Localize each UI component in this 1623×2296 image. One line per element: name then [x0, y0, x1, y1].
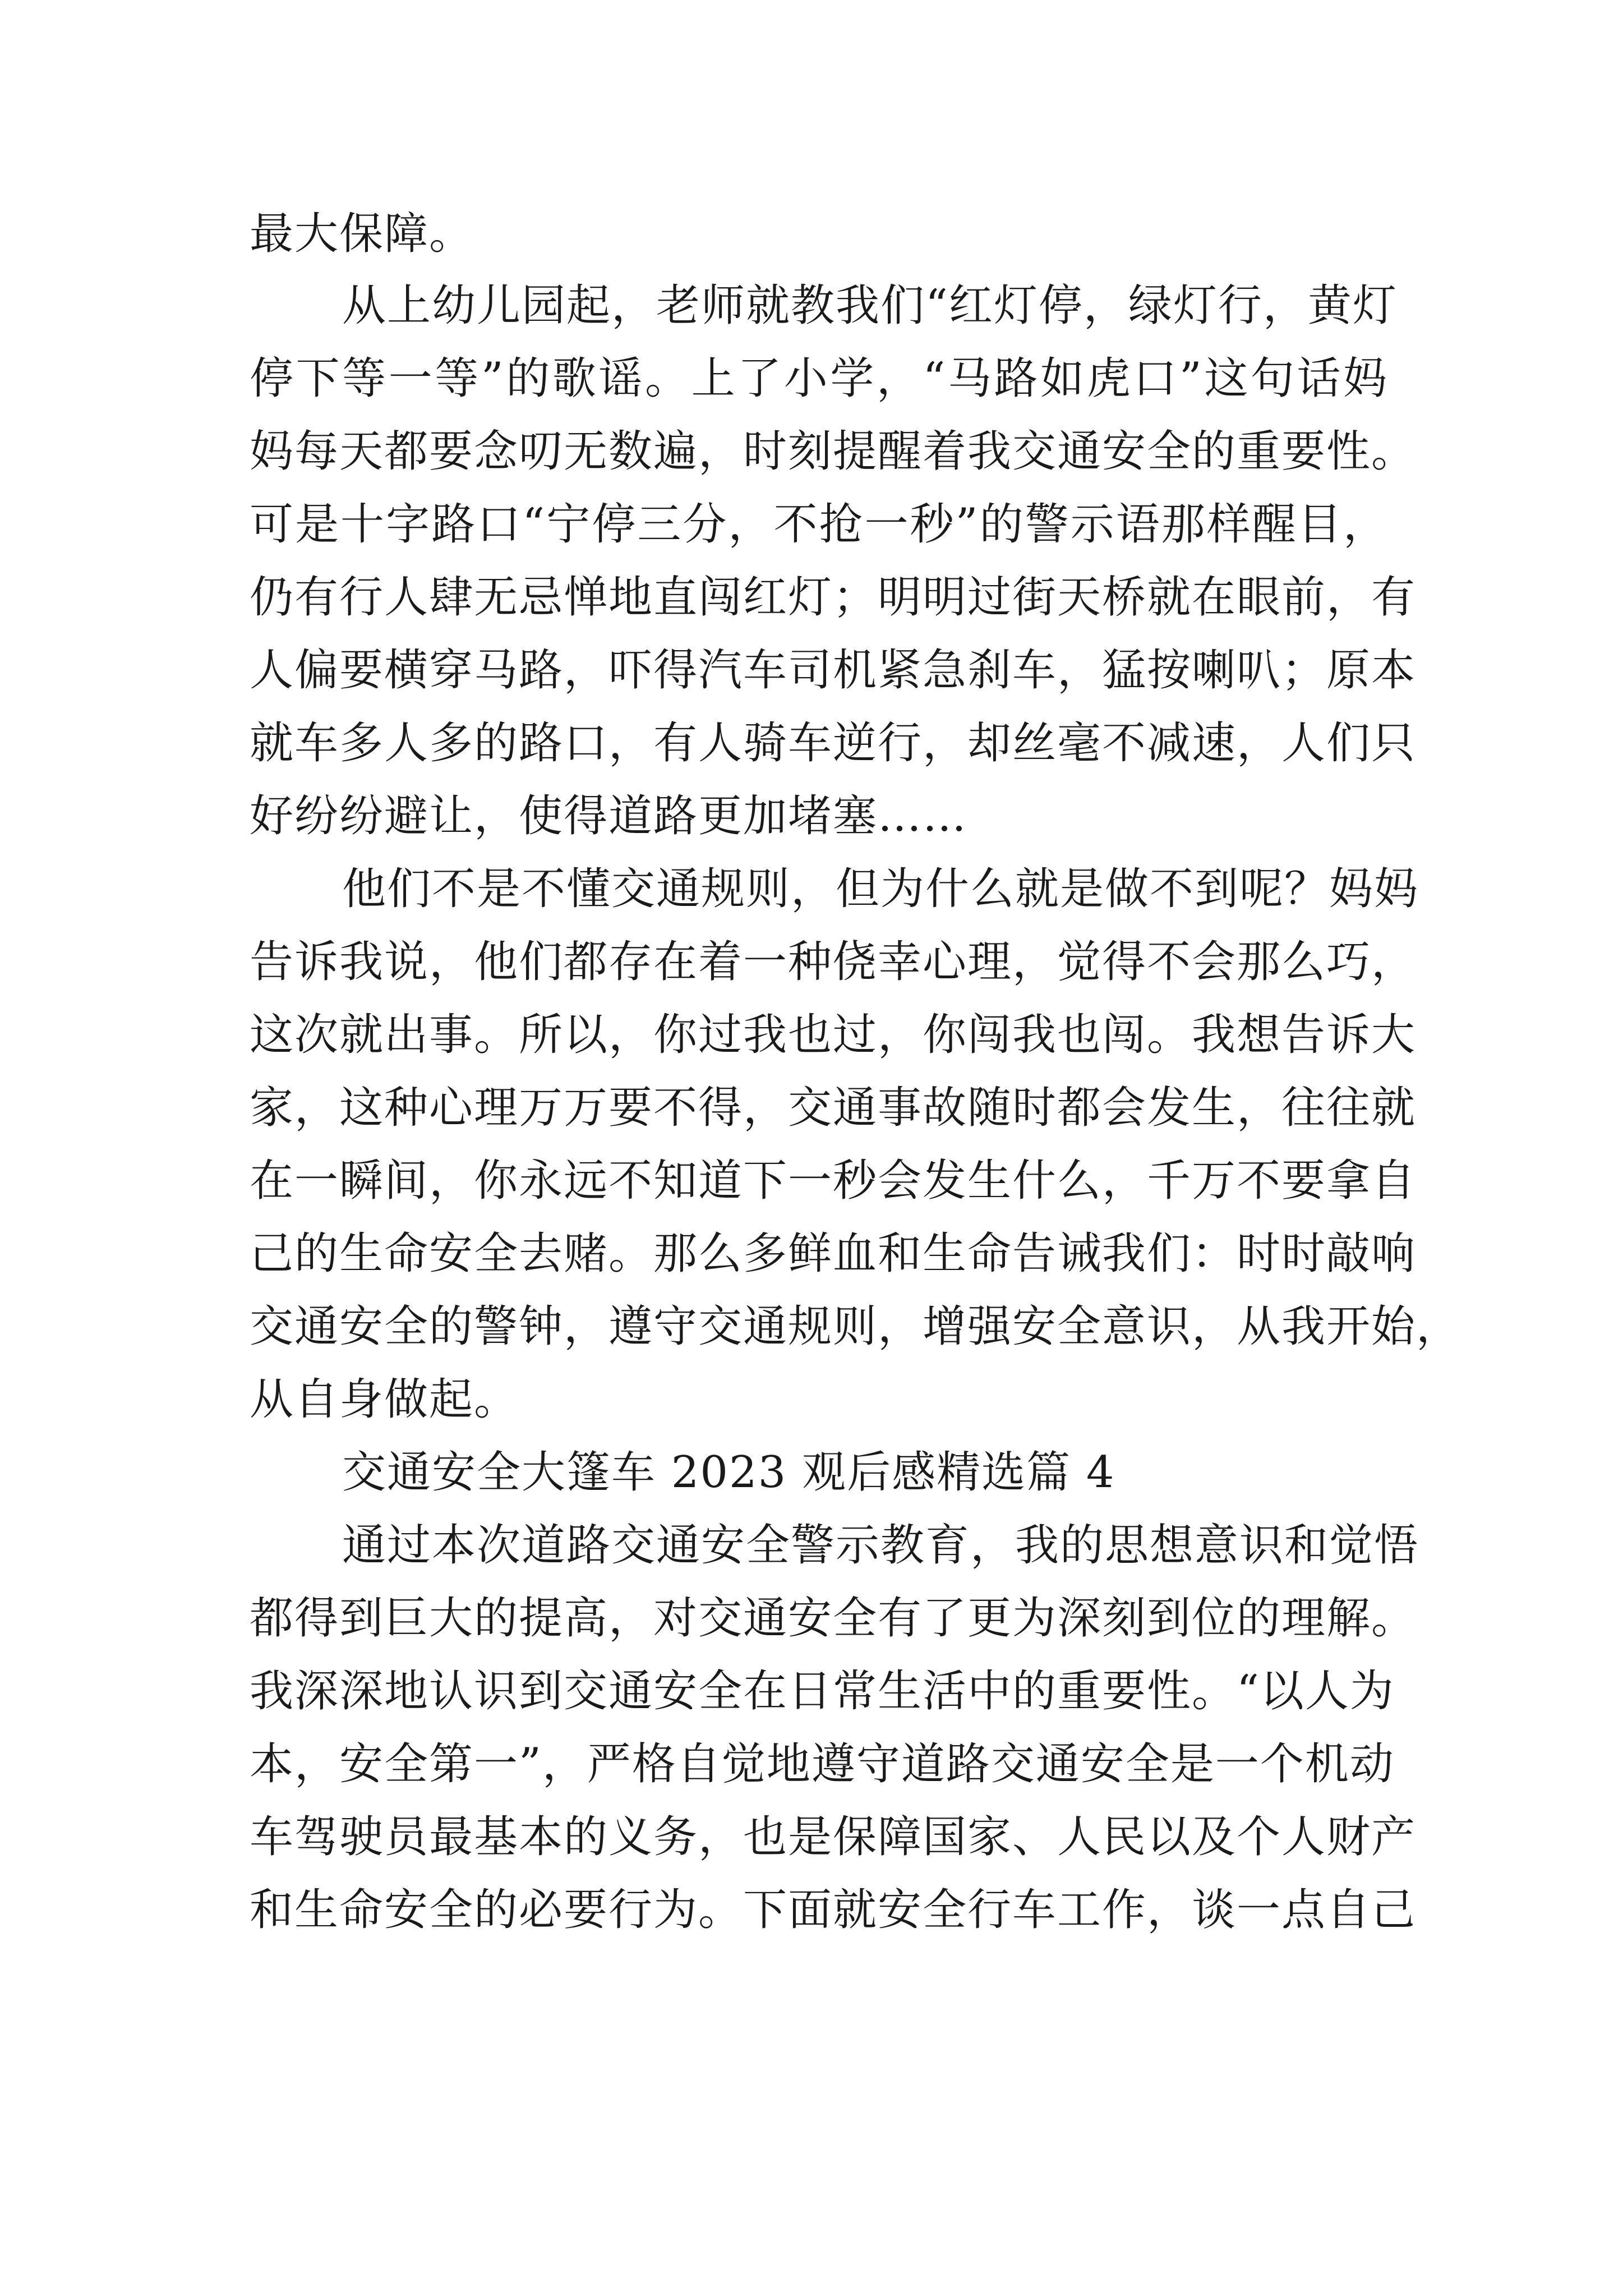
text-line: 在一瞬间，你永远不知道下一秒会发生什么，千万不要拿自 [250, 1156, 1417, 1206]
text-line: 就车多人多的路口，有人骑车逆行，却丝毫不减速，人们只 [250, 718, 1417, 769]
text-line: 家，这种心理万万要不得，交通事故随时都会发生，往往就 [250, 1083, 1417, 1133]
text-line: 己的生命安全去赌。那么多鲜血和生命告诫我们：时时敲响 [250, 1228, 1417, 1279]
section-heading: 交通安全大篷车 2023 观后感精选篇 4 [342, 1447, 1115, 1498]
text-line: 告诉我说，他们都存在着一种侥幸心理，觉得不会那么巧， [250, 937, 1417, 987]
text-line: 可是十字路口“宁停三分，不抢一秒”的警示语那样醒目， [250, 499, 1388, 550]
text-line: 仍有行人肆无忌惮地直闯红灯；明明过街天桥就在眼前，有 [250, 572, 1417, 623]
text-line: 和生命安全的必要行为。下面就安全行车工作，谈一点自己 [250, 1885, 1417, 1935]
text-line: 都得到巨大的提高，对交通安全有了更为深刻到位的理解。 [250, 1593, 1417, 1644]
text-line: 交通安全的警钟，遵守交通规则，增强安全意识，从我开始， [250, 1301, 1461, 1352]
text-line: 停下等一等”的歌谣。上了小学，“马路如虎口”这句话妈 [250, 353, 1388, 404]
text-line: 从自身做起。 [250, 1374, 519, 1425]
paragraph-first-line: 从上幼儿园起，老师就教我们“红灯停，绿灯行，黄灯 [342, 280, 1398, 331]
text-line: 本，安全第一”，严格自觉地遵守道路交通安全是一个机动 [250, 1739, 1395, 1789]
text-line: 人偏要横穿马路，吓得汽车司机紧急刹车，猛按喇叭；原本 [250, 645, 1417, 696]
text-line: 妈每天都要念叨无数遍，时刻提醒着我交通安全的重要性。 [250, 426, 1417, 477]
paragraph-first-line: 他们不是不懂交通规则，但为什么就是做不到呢？妈妈 [342, 864, 1419, 914]
text-line: 最大保障。 [250, 209, 474, 259]
text-line: 车驾驶员最基本的义务，也是保障国家、人民以及个人财产 [250, 1812, 1417, 1862]
text-line: 好纷纷避让，使得道路更加堵塞…… [250, 791, 968, 841]
text-line: 我深深地认识到交通安全在日常生活中的重要性。“以人为 [250, 1666, 1395, 1717]
text-line: 这次就出事。所以，你过我也过，你闯我也闯。我想告诉大 [250, 1010, 1417, 1060]
paragraph-first-line: 通过本次道路交通安全警示教育，我的思想意识和觉悟 [342, 1520, 1419, 1571]
